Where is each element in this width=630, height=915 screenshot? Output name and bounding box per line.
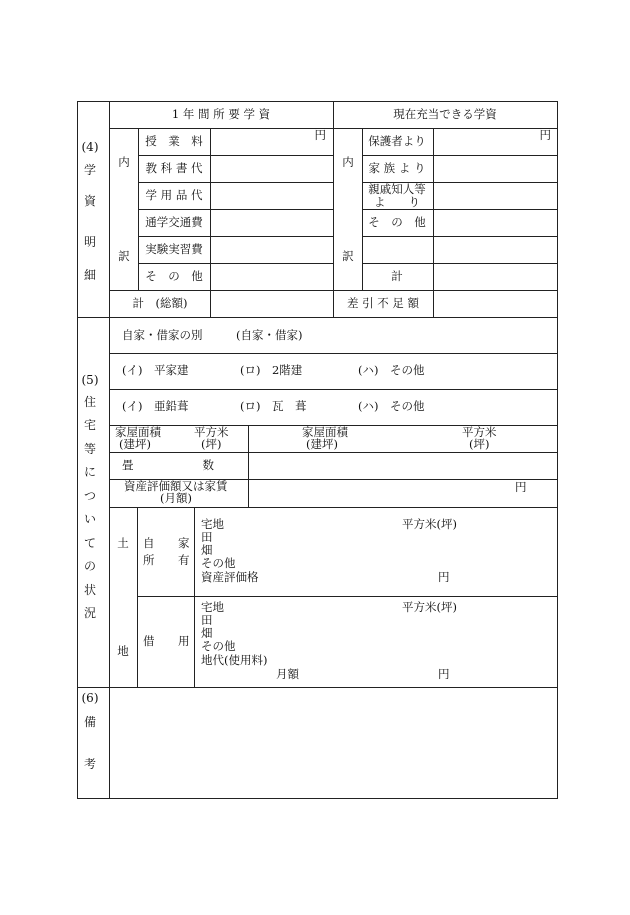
tsubo-unit-left: (坪) xyxy=(201,437,222,451)
leased-land-field[interactable] xyxy=(195,597,556,686)
sqm-unit-left: 平方米 xyxy=(194,425,229,439)
section-5-char: 等 xyxy=(83,442,96,456)
left-wake-label: 訳 xyxy=(118,249,130,263)
section-4-char: 学 xyxy=(83,163,96,177)
tatami-count-label: 畳 数 xyxy=(122,458,214,472)
housing-row-2 xyxy=(109,389,557,390)
textbook-amount-field[interactable] xyxy=(211,156,332,181)
owned-char-1: 自 xyxy=(143,536,155,550)
commute-amount-field[interactable] xyxy=(211,210,332,235)
relatives-label-line2: よ り xyxy=(374,195,420,209)
assessed-yen-unit: 円 xyxy=(515,480,527,494)
leased-rent-label: 地代(使用料) xyxy=(201,653,268,667)
left-yen-unit: 円 xyxy=(314,128,326,142)
land-label-bottom: 地 xyxy=(117,644,129,658)
roof-option-tile[interactable]: (ロ) 瓦 葺 xyxy=(240,399,307,413)
leased-char-1: 借 xyxy=(143,634,155,648)
left-other-label: そ の 他 xyxy=(145,269,203,283)
right-uchi-label: 内 xyxy=(342,155,354,169)
section-5-label xyxy=(80,374,100,634)
owned-residential-label: 宅地 xyxy=(201,517,224,531)
section-5-char: つ xyxy=(83,489,96,503)
owned-paddy-label: 田 xyxy=(201,530,213,544)
owned-char-3: 所 xyxy=(143,553,155,567)
section-5-char: い xyxy=(83,512,96,526)
leased-paddy-label: 田 xyxy=(201,613,213,627)
section-5-char: に xyxy=(83,465,96,479)
land-label-top: 土 xyxy=(117,536,129,550)
frame-top xyxy=(77,101,558,102)
owned-or-rented-label: 自家・借家の別 xyxy=(122,328,203,342)
total-amount-label: 計 (総額) xyxy=(132,296,188,310)
finance-center-divider xyxy=(333,101,334,317)
shortfall-label: 差 引 不 足 額 xyxy=(346,296,420,310)
right-other-amount-field[interactable] xyxy=(434,210,556,235)
remarks-field[interactable] xyxy=(110,688,556,797)
floor-area-label-left: 家屋面積 xyxy=(115,425,161,439)
currently-available-header: 現在充当できる学資 xyxy=(393,107,497,121)
guardian-label: 保護者より xyxy=(368,134,426,148)
section-4-label xyxy=(80,141,100,291)
right-subtotal-label: 計 xyxy=(391,269,403,283)
section-5-number: (5) xyxy=(81,373,99,387)
section-6-label xyxy=(80,692,100,782)
section-6-char: 備 xyxy=(83,715,96,729)
right-extra-amount-field[interactable] xyxy=(434,237,556,262)
right-subtotal-field[interactable] xyxy=(434,264,556,289)
section-4-char: 明 xyxy=(83,235,96,249)
owned-unit-label: 平方米(坪) xyxy=(402,517,457,531)
storey-option-other[interactable]: (ハ) その他 xyxy=(358,363,425,377)
shortfall-amount-field[interactable] xyxy=(434,291,556,316)
section-6-char: 考 xyxy=(83,757,96,771)
family-label: 家 族 よ り xyxy=(368,161,426,175)
roof-option-other[interactable]: (ハ) その他 xyxy=(358,399,425,413)
assessed-value-label: 資産評価額又は家賃 xyxy=(124,479,228,493)
commute-label: 通学交通費 xyxy=(145,215,203,229)
leased-unit-label: 平方米(坪) xyxy=(402,600,457,614)
tuition-label: 授 業 料 xyxy=(145,134,203,148)
section-4-char: 資 xyxy=(83,194,96,208)
leased-char-2: 用 xyxy=(178,634,190,648)
total-amount-field[interactable] xyxy=(211,291,332,316)
section-5-char: 宅 xyxy=(83,418,96,432)
section-4-number: (4) xyxy=(81,140,99,154)
tsubo-unit-right: (坪) xyxy=(469,437,490,451)
frame-bottom xyxy=(77,798,558,799)
owned-valuation-label: 資産評価格 xyxy=(201,570,259,584)
lab-fee-label: 実験実習費 xyxy=(145,242,203,256)
leased-field-label: 畑 xyxy=(201,626,213,640)
assessed-value-sub: (月額) xyxy=(160,491,192,505)
supplies-amount-field[interactable] xyxy=(211,183,332,208)
owned-char-2: 家 xyxy=(178,536,190,550)
section-6-number: (6) xyxy=(81,691,99,705)
textbook-label: 教 科 書 代 xyxy=(145,161,203,175)
leased-other-label: その他 xyxy=(201,639,236,653)
section-5-char: の xyxy=(83,559,96,573)
guardian-amount-field[interactable] xyxy=(434,129,556,154)
section-5-char: 住 xyxy=(83,395,96,409)
frame-right xyxy=(557,101,558,798)
section-4-bottom xyxy=(77,317,557,318)
relatives-amount-field[interactable] xyxy=(434,183,556,208)
tatami-count-field[interactable] xyxy=(249,453,556,478)
left-other-amount-field[interactable] xyxy=(211,264,332,289)
owned-char-4: 有 xyxy=(178,553,190,567)
housing-row-1 xyxy=(109,353,557,354)
family-amount-field[interactable] xyxy=(434,156,556,181)
leased-residential-label: 宅地 xyxy=(201,600,224,614)
section-5-char: 状 xyxy=(83,583,96,597)
leased-yen-unit: 円 xyxy=(438,667,450,681)
right-wake-label: 訳 xyxy=(342,249,354,263)
floor-area-sub-right: (建坪) xyxy=(306,437,338,451)
owned-other-label: その他 xyxy=(201,556,236,570)
annual-required-header: 1 年 間 所 要 学 資 xyxy=(171,107,271,121)
sqm-unit-right: 平方米 xyxy=(462,425,497,439)
right-yen-unit: 円 xyxy=(539,128,551,142)
leased-monthly-label: 月額 xyxy=(276,667,299,681)
relatives-label-line1: 親戚知人等 xyxy=(368,182,426,196)
section-5-char: て xyxy=(83,536,96,550)
section-5-char: 況 xyxy=(83,606,96,620)
assessed-value-field[interactable] xyxy=(249,480,556,506)
owned-or-rented-options[interactable]: (自家・借家) xyxy=(236,328,303,342)
left-uchi-label: 内 xyxy=(118,155,130,169)
floor-area-label-right: 家屋面積 xyxy=(302,425,348,439)
right-other-label: そ の 他 xyxy=(368,215,426,229)
owned-land-field[interactable] xyxy=(195,508,556,595)
lab-fee-amount-field[interactable] xyxy=(211,237,332,262)
storey-option-two[interactable]: (ロ) 2階建 xyxy=(240,363,303,377)
owned-field-label: 畑 xyxy=(201,543,213,557)
owned-yen-unit: 円 xyxy=(438,570,450,584)
land-label-divider xyxy=(137,507,138,687)
floor-area-sub-left: (建坪) xyxy=(119,437,151,451)
roof-option-zinc[interactable]: (イ) 亜鉛葺 xyxy=(122,399,189,413)
frame-left xyxy=(77,101,78,798)
storey-option-single[interactable]: (イ) 平家建 xyxy=(122,363,189,377)
section-4-char: 細 xyxy=(83,268,96,282)
tuition-amount-field[interactable] xyxy=(211,129,332,154)
supplies-label: 学 用 品 代 xyxy=(145,188,203,202)
